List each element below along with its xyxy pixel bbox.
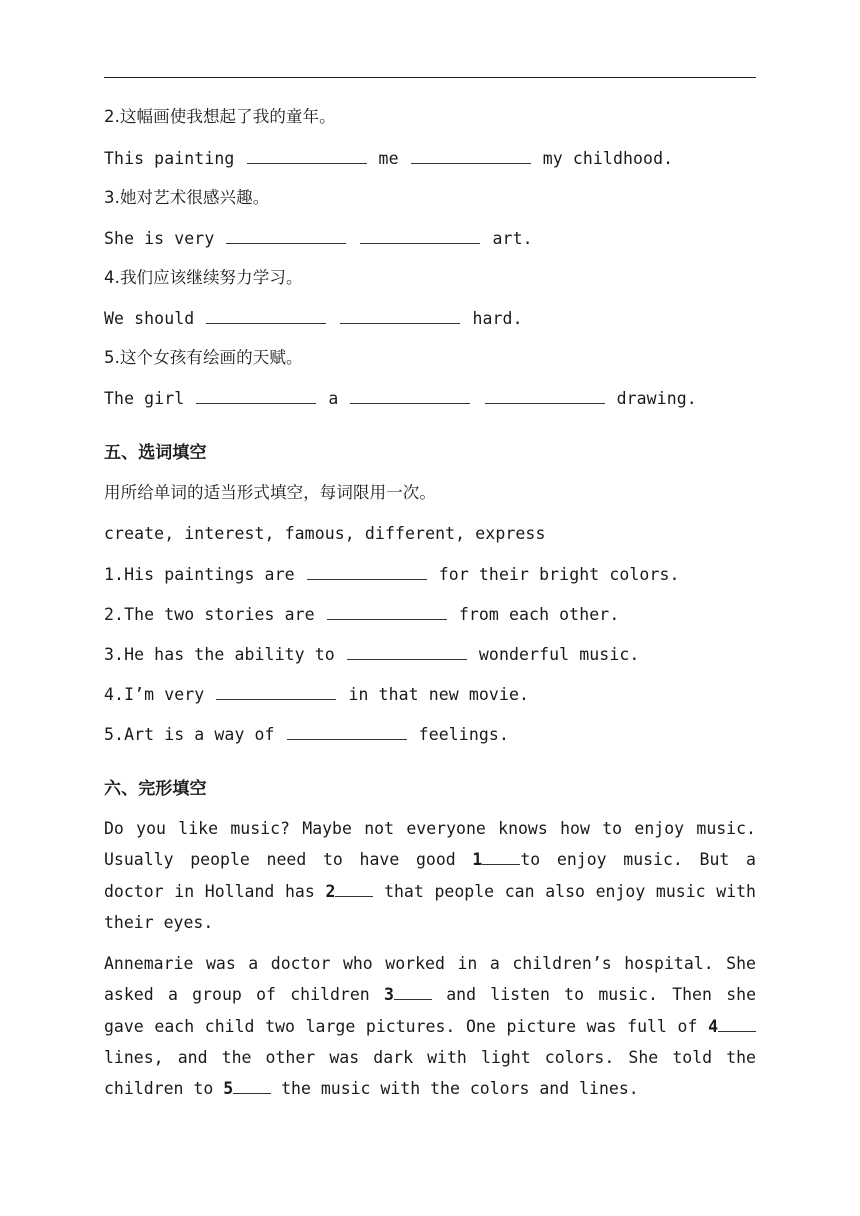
answer-blank[interactable]: [485, 388, 605, 404]
answer-blank[interactable]: [206, 308, 326, 324]
fill-item-2: 2.The two stories are from each other.: [104, 605, 620, 624]
answer-blank[interactable]: [482, 849, 520, 865]
answer-blank[interactable]: [350, 388, 470, 404]
answer-blank[interactable]: [196, 388, 316, 404]
blank-number: 1: [472, 850, 483, 870]
answer-blank[interactable]: [718, 1016, 756, 1032]
fill-item-5: 5.Art is a way of feelings.: [104, 725, 509, 744]
section-6-title: 六、完形填空: [104, 779, 207, 799]
section-5-instruction: 用所给单词的适当形式填空，每词限用一次。: [104, 483, 436, 502]
cloze-paragraph-1: Do you like music? Maybe not everyone knows how to enjoy music. Usually people need to have good 1 to enjoy music. But a doctor in Holland has 2 that people can also enjoy music with their eyes.: [104, 819, 756, 932]
answer-blank[interactable]: [327, 604, 447, 620]
item-3-en: She is very art.: [104, 229, 533, 248]
blank-number: 5: [223, 1079, 234, 1099]
cloze-paragraph-2: Annemarie was a doctor who worked in a children’s hospital. She asked a group of children 3 and listen to music. Then she gave each child two large pictures. One picture was full of 4 lines, and the other was dark with light colors. She told the children to 5 the music with the colors and lines.: [104, 954, 757, 1099]
answer-blank[interactable]: [347, 644, 467, 660]
answer-blank[interactable]: [335, 881, 373, 897]
answer-blank[interactable]: [287, 724, 407, 740]
fill-item-3: 3.He has the ability to wonderful music.: [104, 645, 640, 664]
header-rule: [104, 77, 756, 78]
answer-blank[interactable]: [411, 148, 531, 164]
answer-blank[interactable]: [216, 684, 336, 700]
answer-blank[interactable]: [247, 148, 367, 164]
item-2-en: This painting me my childhood.: [104, 149, 674, 168]
fill-item-4: 4.I’m very in that new movie.: [104, 685, 530, 704]
answer-blank[interactable]: [340, 308, 460, 324]
item-5-en: The girl a drawing.: [104, 389, 697, 408]
item-3-zh: 3.她对艺术很感兴趣。: [104, 188, 270, 207]
item-5-zh: 5.这个女孩有绘画的天赋。: [104, 348, 303, 367]
item-2-zh: 2.这幅画使我想起了我的童年。: [104, 107, 336, 126]
blank-number: 4: [708, 1016, 718, 1036]
fill-item-1: 1.His paintings are for their bright colors.: [104, 565, 680, 584]
answer-blank[interactable]: [233, 1078, 271, 1094]
blank-number: 3: [384, 985, 394, 1005]
answer-blank[interactable]: [226, 228, 346, 244]
word-bank: create, interest, famous, different, express: [104, 524, 546, 543]
answer-blank[interactable]: [307, 564, 427, 580]
answer-blank[interactable]: [394, 984, 432, 1000]
answer-blank[interactable]: [360, 228, 480, 244]
item-4-en: We should hard.: [104, 309, 523, 328]
item-4-zh: 4.我们应该继续努力学习。: [104, 268, 303, 287]
section-5-title: 五、选词填空: [104, 443, 207, 463]
blank-number: 2: [325, 881, 336, 901]
